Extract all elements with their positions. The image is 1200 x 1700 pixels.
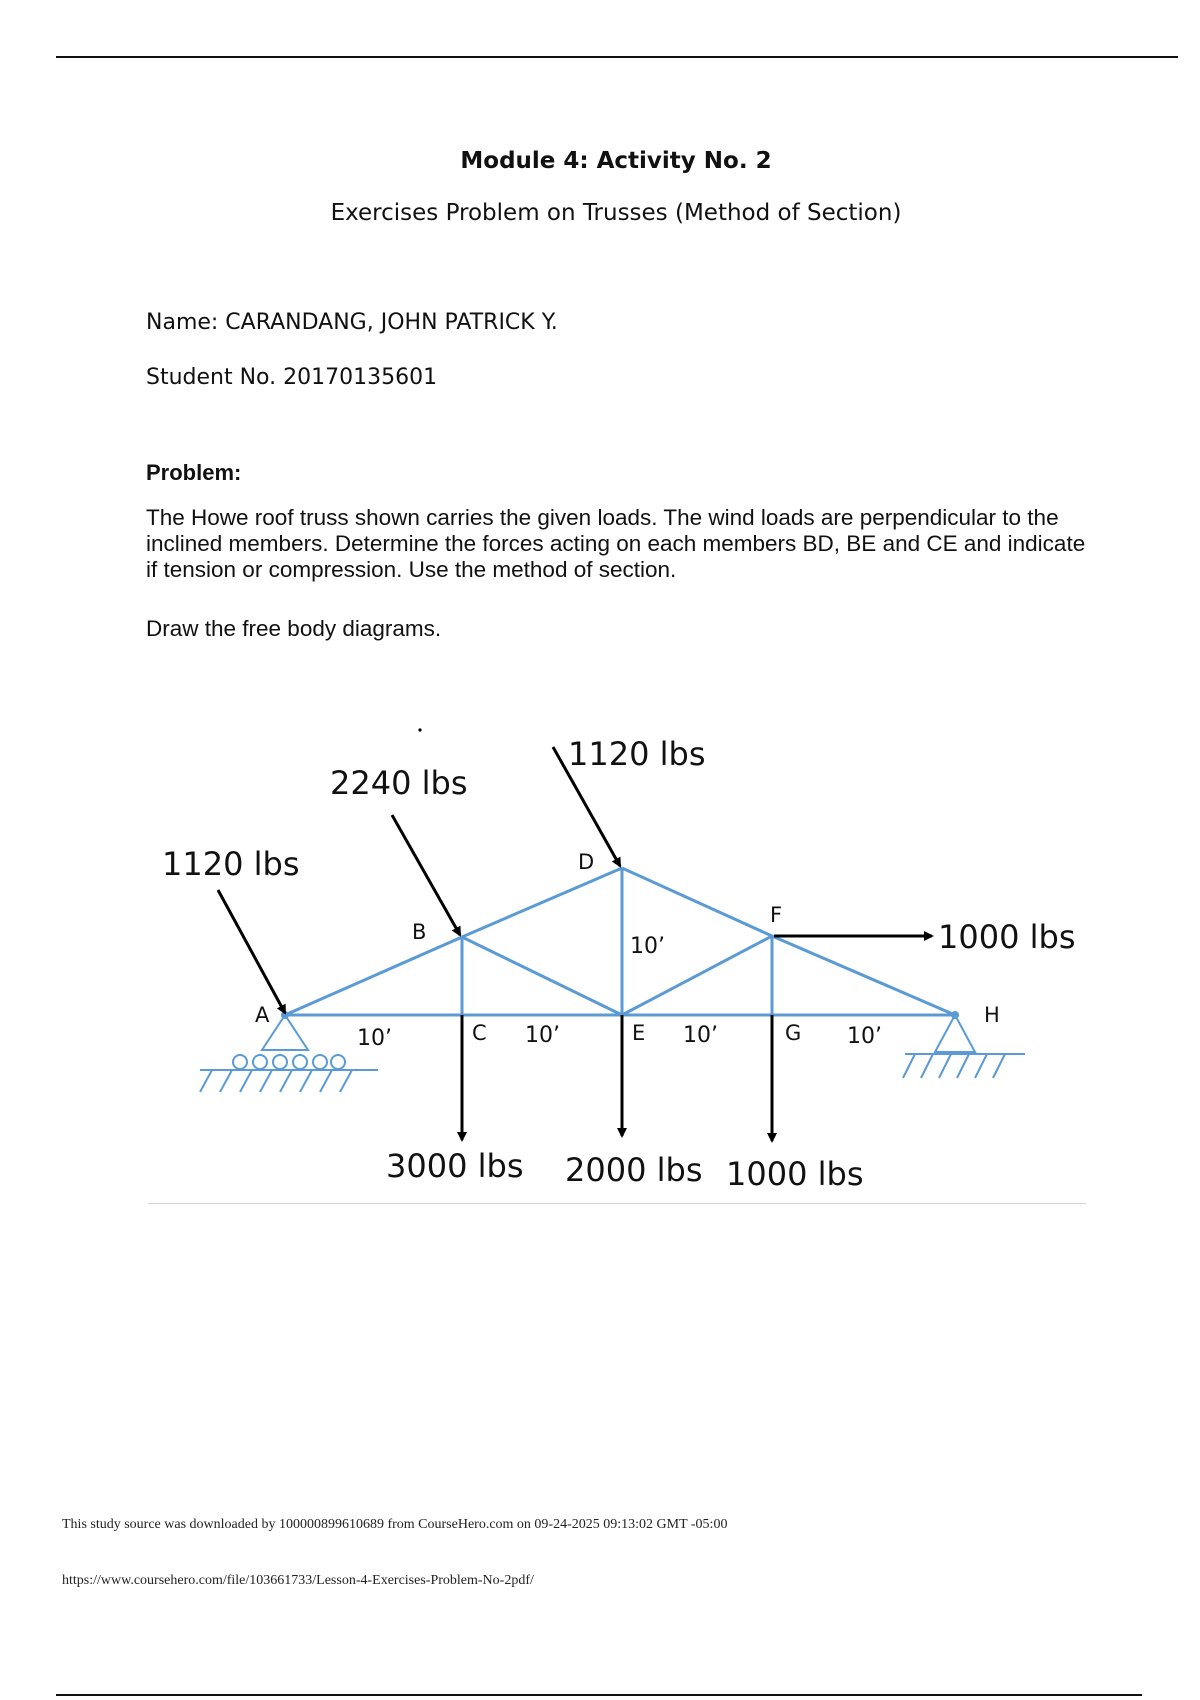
load-label-E: 2000 lbs	[565, 1151, 703, 1189]
load-label-D: 1120 lbs	[568, 735, 706, 773]
load-label-A: 1120 lbs	[162, 845, 300, 883]
member-BD	[462, 868, 622, 937]
joint-label-D: D	[578, 850, 595, 874]
section-divider	[148, 1203, 1086, 1204]
joint-label-B: B	[412, 920, 427, 944]
joint-label-E: E	[632, 1021, 646, 1045]
member-DF	[622, 868, 772, 936]
page-subtitle: Exercises Problem on Trusses (Method of Section)	[330, 200, 902, 226]
dim-CE: 10’	[525, 1023, 560, 1048]
dim-AC: 10’	[357, 1026, 392, 1051]
truss-diagram	[0, 700, 1200, 1200]
roller-support	[200, 1015, 378, 1092]
load-arrow-A	[218, 890, 285, 1013]
load-label-F: 1000 lbs	[938, 918, 1076, 956]
load-label-G: 1000 lbs	[726, 1155, 864, 1193]
joint-label-A: A	[255, 1003, 270, 1027]
download-notice: This study source was downloaded by 100000899610689 from CourseHero.com on 09-24-2025 09:13:02 GMT -05:00	[62, 1517, 728, 1532]
source-url: https://www.coursehero.com/file/103661733/Lesson-4-Exercises-Problem-No-2pdf/	[62, 1573, 534, 1588]
stray-dot	[418, 728, 421, 731]
dim-DE: 10’	[630, 934, 665, 959]
fbd-instruction: Draw the free body diagrams.	[146, 616, 442, 641]
student-name: Name: CARANDANG, JOHN PATRICK Y.	[146, 310, 558, 335]
load-arrow-B	[392, 815, 460, 935]
dim-GH: 10’	[847, 1024, 882, 1049]
top-rule	[56, 56, 1178, 58]
bottom-rule	[56, 1694, 1142, 1696]
load-label-C: 3000 lbs	[386, 1147, 524, 1185]
member-BE	[462, 937, 622, 1015]
joint-H-dot	[951, 1011, 959, 1019]
joint-label-F: F	[770, 903, 783, 927]
joint-label-H: H	[984, 1003, 1000, 1027]
joint-label-C: C	[472, 1021, 487, 1045]
problem-heading: Problem:	[146, 460, 242, 485]
problem-text: The Howe roof truss shown carries the given loads. The wind loads are perpendicular to the inclined members. Determine the forces acting on each members BD, BE and CE and indicate if tension or compression. Use the method of section.	[146, 505, 1086, 582]
page-title: Module 4: Activity No. 2	[460, 148, 772, 174]
member-FH	[772, 936, 955, 1015]
load-label-B: 2240 lbs	[330, 764, 468, 802]
dim-EG: 10’	[683, 1023, 718, 1048]
truss-members	[285, 868, 955, 1015]
student-number: Student No. 20170135601	[146, 365, 438, 390]
member-AB	[285, 937, 462, 1015]
pin-support	[903, 1015, 1025, 1078]
joint-label-G: G	[785, 1021, 802, 1045]
